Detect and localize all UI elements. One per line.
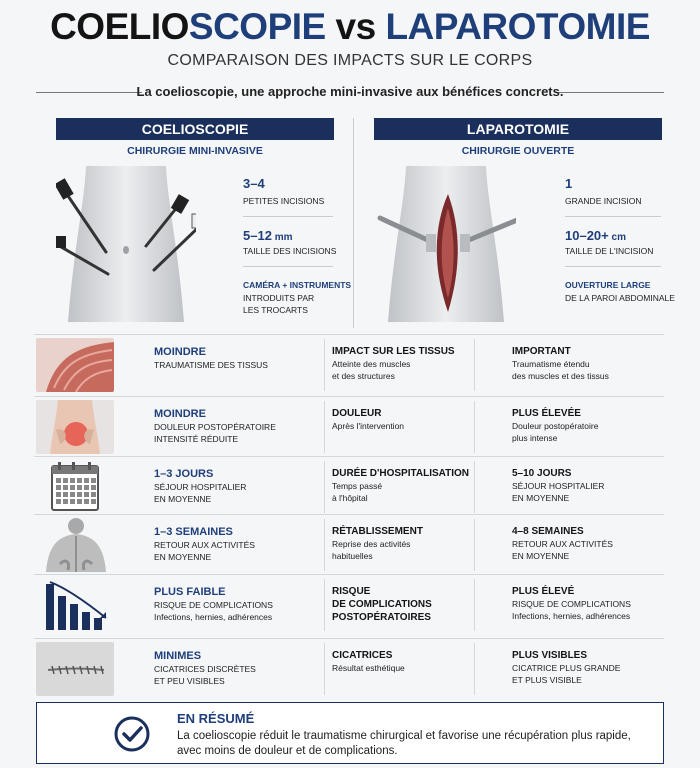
coelio-incision-size <box>243 228 292 243</box>
coelio-camera-line1: INTRODUITS PAR <box>243 293 315 303</box>
coelio-incision-size-label: TAILLE DES INCISIONS <box>243 246 337 256</box>
criterion-title: DOULEUR <box>332 408 382 419</box>
lapar-cell <box>512 585 662 622</box>
coelio-incision-count-label: PETITES INCISIONS <box>243 196 325 206</box>
coelioscopie-header: COELIOSCOPIE <box>56 118 334 140</box>
lapar-cell-title: IMPORTANT <box>512 346 571 357</box>
lapar-cell-line: SÉJOUR HOSPITALIER <box>512 481 605 491</box>
lapar-cell-line: Douleur postopératoire <box>512 421 599 431</box>
laparotomie-subtitle: CHIRURGIE OUVERTE <box>461 145 575 157</box>
coelio-cell <box>154 467 324 505</box>
coelio-cell-title: MOINDRE <box>154 408 206 420</box>
calendar-icon <box>36 460 114 514</box>
coelio-cell-line: RISQUE DE COMPLICATIONS <box>154 600 273 610</box>
lapar-incision-size-unit: cm <box>608 232 626 243</box>
coelio-cell <box>154 525 324 563</box>
row-divider <box>474 339 475 391</box>
row-divider <box>474 519 475 571</box>
coelio-cell <box>154 345 324 371</box>
lapar-cell-title: 4–8 SEMAINES <box>512 526 584 537</box>
criterion-cell <box>332 649 472 674</box>
coelio-cell-line: EN MOYENNE <box>154 552 212 562</box>
lapar-opening-title: OUVERTURE LARGE <box>565 280 651 290</box>
lapar-incision-size-value: 10–20+ <box>565 228 609 243</box>
laparotomy-torso-illustration <box>376 166 516 322</box>
column-divider <box>353 118 354 328</box>
criterion-title: IMPACT SUR LES TISSUS <box>332 346 455 357</box>
criterion-line: Temps passé <box>332 481 383 491</box>
criterion-cell <box>332 407 472 432</box>
title-part-scopie: SCOPIE <box>188 6 326 47</box>
coelio-cell-line: DOULEUR POSTOPÉRATOIRE <box>154 422 276 432</box>
comparison-row <box>34 574 664 636</box>
summary-title: EN RÉSUMÉ <box>177 711 255 726</box>
criterion-line: Résultat esthétique <box>332 663 405 673</box>
coelio-cell <box>154 407 324 445</box>
coelio-cell-line: ET PEU VISIBLES <box>154 676 225 686</box>
summary-text: La coelioscopie réduit le traumatisme chirurgical et favorise une récupération plus rapide, avec moins de douleur et de complications. <box>177 730 631 757</box>
row-divider <box>324 643 325 695</box>
row-divider <box>474 643 475 695</box>
lapar-cell-line: des muscles et des tissus <box>512 371 609 381</box>
lapar-cell-line: CICATRICE PLUS GRANDE <box>512 663 621 673</box>
page-subtitle: COMPARAISON DES IMPACTS SUR LE CORPS <box>167 52 533 69</box>
lapar-cell <box>512 467 662 504</box>
comparison-row <box>34 514 664 572</box>
coelio-cell-line: SÉJOUR HOSPITALIER <box>154 482 247 492</box>
comparison-row <box>34 334 664 394</box>
abdominal-pain-icon <box>36 400 114 454</box>
coelio-cell-title: MOINDRE <box>154 346 206 358</box>
row-divider <box>324 461 325 513</box>
lapar-cell-title: PLUS ÉLEVÉE <box>512 408 581 419</box>
comparison-row <box>34 396 664 454</box>
criterion-title: DURÉE D'HOSPITALISATION <box>332 468 470 479</box>
title-part-laparotomie: LAPAROTOMIE <box>385 6 650 47</box>
criterion-line: Après l'intervention <box>332 421 405 431</box>
comparison-row <box>34 456 664 514</box>
lapar-cell <box>512 407 662 444</box>
row-divider <box>474 461 475 513</box>
scar-icon <box>36 642 114 696</box>
coelio-cell <box>154 649 324 687</box>
title-part-coelio: COELIO <box>50 6 189 47</box>
coelio-incision-size-value: 5–12 <box>243 228 272 243</box>
coelio-incision-size-unit: mm <box>271 232 293 243</box>
lapar-incision-size-label: TAILLE DE L'INCISION <box>565 246 654 256</box>
criterion-line: Atteinte des muscles <box>332 359 411 369</box>
coelio-cell-title: MINIMES <box>154 650 202 662</box>
laparoscopy-torso-illustration <box>56 166 196 322</box>
row-divider <box>324 401 325 453</box>
lapar-cell-title: 5–10 JOURS <box>512 468 572 479</box>
comparison-row <box>34 638 664 698</box>
coelio-cell-line: INTENSITÉ RÉDUITE <box>154 434 239 444</box>
lapar-cell-line: RISQUE DE COMPLICATIONS <box>512 599 631 609</box>
stat-separator <box>243 216 333 217</box>
row-divider <box>324 579 325 631</box>
coelio-cell-title: 1–3 SEMAINES <box>154 526 233 538</box>
row-divider <box>474 579 475 631</box>
stat-separator <box>565 216 661 217</box>
criterion-cell <box>332 585 472 624</box>
criterion-title: POSTOPÉRATOIRES <box>332 612 431 623</box>
coelio-cell-line: Infections, hernies, adhérences <box>154 612 273 622</box>
coelio-camera-line2: LES TROCARTS <box>243 305 308 315</box>
lapar-cell <box>512 525 662 562</box>
lapar-incision-count-label: GRANDE INCISION <box>565 196 642 206</box>
lapar-opening-line1: DE LA PAROI ABDOMINALE <box>565 293 675 303</box>
coelio-incision-count: 3–4 <box>243 176 265 191</box>
criterion-title: DE COMPLICATIONS <box>332 599 432 610</box>
lapar-incision-count: 1 <box>565 176 573 191</box>
lapar-incision-size <box>565 228 626 243</box>
lapar-cell-title: PLUS VISIBLES <box>512 650 588 661</box>
lapar-cell-line: EN MOYENNE <box>512 493 570 503</box>
coelio-cell-title: 1–3 JOURS <box>154 468 214 480</box>
coelio-cell-line: CICATRICES DISCRÈTES <box>154 664 256 674</box>
stat-separator <box>565 266 661 267</box>
row-divider <box>324 339 325 391</box>
coelio-cell-line: TRAUMATISME DES TISSUS <box>154 360 268 370</box>
lapar-cell-line: Traumatisme étendu <box>512 359 590 369</box>
lapar-cell-title: PLUS ÉLEVÉ <box>512 586 575 597</box>
coelio-cell-title: PLUS FAIBLE <box>154 586 226 598</box>
lapar-cell-line: Infections, hernies, adhérences <box>512 611 631 621</box>
coelioscopie-subtitle: CHIRURGIE MINI-INVASIVE <box>127 145 263 157</box>
lapar-cell <box>512 345 662 382</box>
title-part-vs: vs <box>325 6 386 47</box>
criterion-cell <box>332 525 472 562</box>
tagline: La coelioscopie, une approche mini-invasive aux bénéfices concrets. <box>136 84 564 99</box>
criterion-line: et des structures <box>332 371 395 381</box>
summary-box <box>36 702 664 764</box>
row-divider <box>474 401 475 453</box>
page-title <box>0 6 700 48</box>
bar-chart-decline-icon <box>36 578 114 632</box>
criterion-line: habituelles <box>332 551 373 561</box>
lapar-cell-line: ET PLUS VISIBLE <box>512 675 582 685</box>
check-circle-icon <box>113 715 151 753</box>
lapar-cell-line: plus intense <box>512 433 558 443</box>
lapar-cell-line: RETOUR AUX ACTIVITÉS <box>512 539 613 549</box>
criterion-title: RÉTABLISSEMENT <box>332 526 423 537</box>
criterion-title: RISQUE <box>332 586 371 597</box>
lapar-cell <box>512 649 662 686</box>
coelio-cell-line: EN MOYENNE <box>154 494 212 504</box>
criterion-line: Reprise des activités <box>332 539 411 549</box>
muscle-tissue-icon <box>36 338 114 392</box>
lapar-cell-line: EN MOYENNE <box>512 551 570 561</box>
back-pain-icon <box>36 518 114 572</box>
criterion-cell <box>332 467 472 504</box>
stat-separator <box>243 266 333 267</box>
laparotomie-header: LAPAROTOMIE <box>374 118 662 140</box>
coelio-cell-line: RETOUR AUX ACTIVITÉS <box>154 540 255 550</box>
coelio-camera-title: CAMÉRA + INSTRUMENTS <box>243 280 352 290</box>
coelio-cell <box>154 585 324 623</box>
criterion-title: CICATRICES <box>332 650 393 661</box>
row-divider <box>324 519 325 571</box>
criterion-cell <box>332 345 472 382</box>
criterion-line: à l'hôpital <box>332 493 368 503</box>
